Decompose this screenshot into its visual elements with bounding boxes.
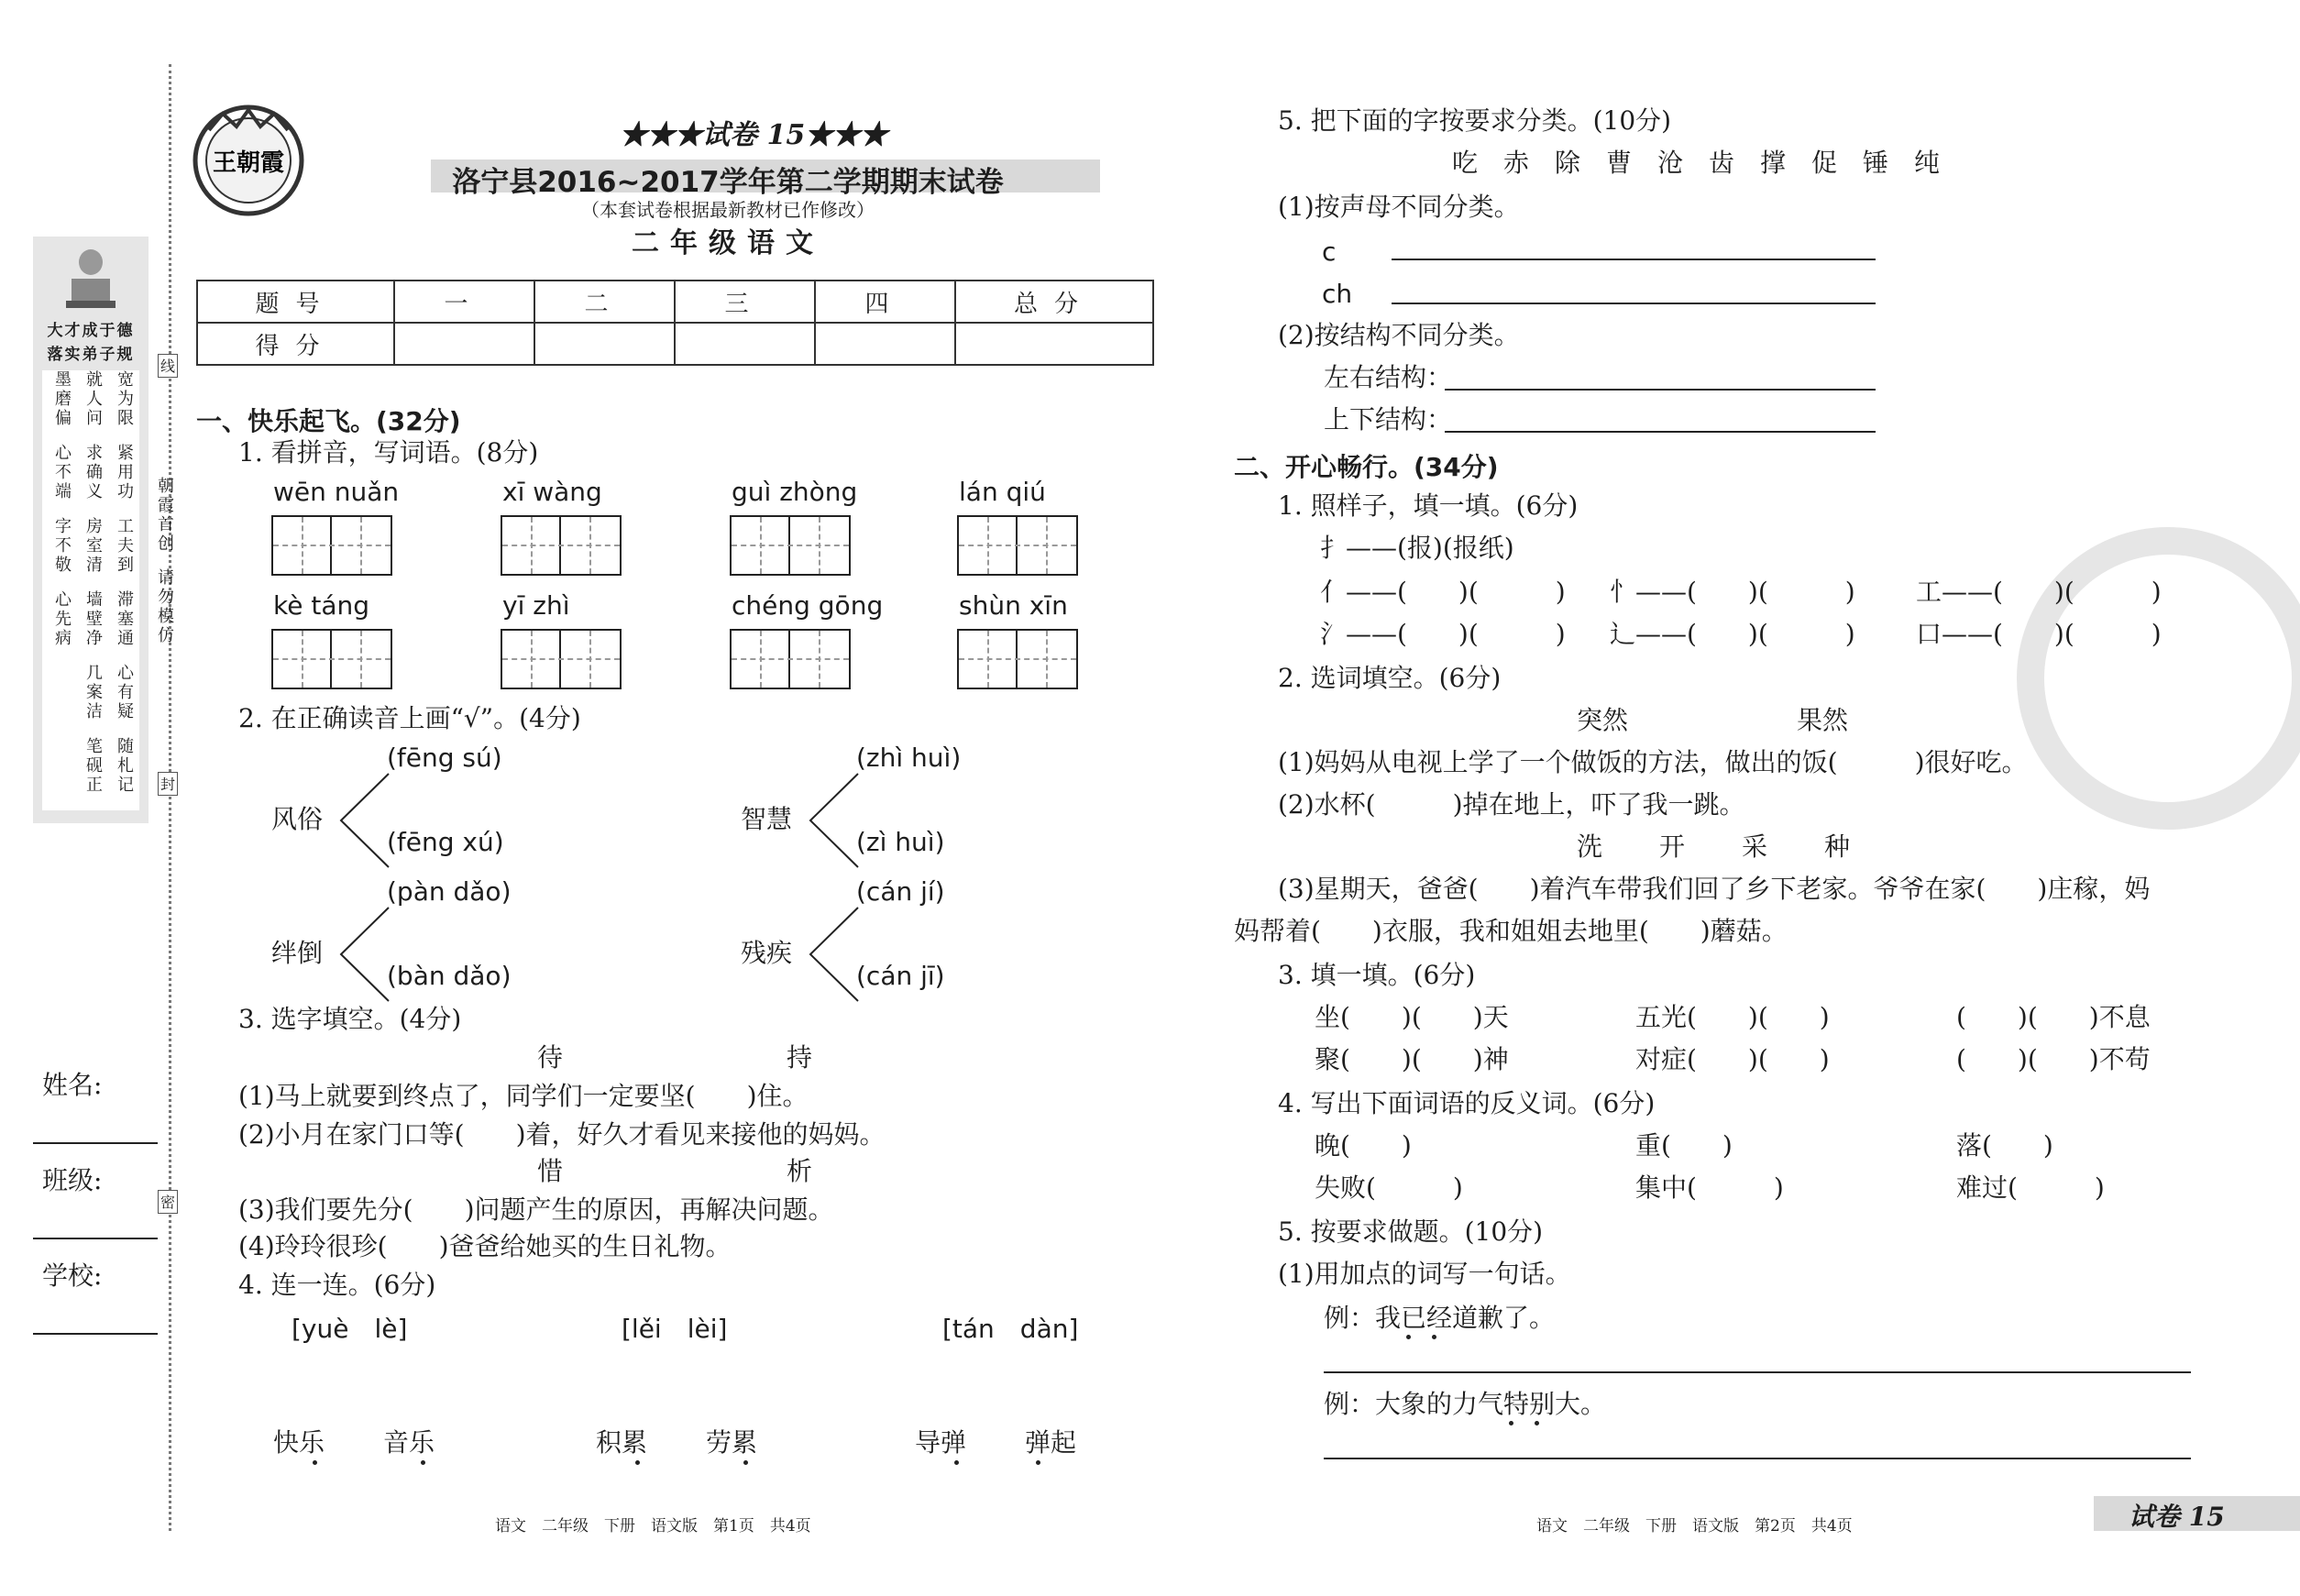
rule-text: 随札记 [115,737,134,795]
char-option: 惜 [537,1156,564,1186]
score-header-cell: 题号 [197,281,394,323]
emphasis-dot [1535,1421,1539,1425]
emphasis-dot [954,1460,959,1465]
score-header-cell: 总分 [955,281,1153,323]
match-pinyin: [yuè lè] [292,1314,408,1344]
footer-badge: 试卷 15 [2129,1502,2225,1532]
name-label: 姓名: [42,1070,103,1100]
bracket-icon [337,770,392,871]
q5-title: 5. 把下面的字按要求分类。(10分) [1278,105,1672,136]
answer-line[interactable] [1324,1458,2191,1459]
q3-line-2: (2)小月在家门口等( )着，好久才看见来接他的妈妈。 [238,1119,886,1150]
class-label: 班级: [42,1165,103,1195]
rule-text: 笔砚正 [83,737,103,795]
binding-line [169,64,171,1531]
word-option: 果然 [1797,705,1849,735]
reading-option[interactable]: (zhì huì) [856,743,962,773]
score-header-cell: 三 [675,281,815,323]
seal-2: 封 [158,772,178,796]
scholar-icon [64,246,117,312]
name-field[interactable] [33,1142,158,1144]
score-cell[interactable] [815,323,955,365]
pinyin-label: guì zhòng [732,477,858,507]
example-sentence-2: 例：大象的力气特别大。 [1324,1389,1607,1419]
writing-grid[interactable] [957,515,1078,576]
char-option: 待 [537,1042,564,1073]
match-word: 快乐 [273,1427,325,1458]
emphasis-dot [1036,1460,1040,1465]
watermark-seal [2017,527,2300,830]
s2-q2-line-2: (2)水杯( )掉在地上，吓了我一跳。 [1278,789,1745,820]
rule-text: 求确义 [83,444,103,501]
score-header-cell: 一 [394,281,534,323]
answer-line-ch[interactable] [1392,303,1876,304]
rule-text: 几案洁 [83,664,103,721]
top-bottom-label: 上下结构： [1324,404,1453,435]
score-header-cell: 二 [534,281,675,323]
bracket-icon [807,770,862,871]
reading-option[interactable]: (cán jī) [856,961,945,991]
score-cell[interactable] [675,323,815,365]
match-word: 积累 [596,1427,648,1458]
reading-option[interactable]: (bàn dǎo) [387,961,512,991]
antonym-blank: 落( ) [1956,1130,2053,1161]
q2-title: 2. 在正确读音上画“√”。(4分) [238,703,581,733]
q3-line-3: (3)我们要先分( )问题产生的原因，再解决问题。 [238,1194,834,1225]
answer-line-tb[interactable] [1445,431,1876,433]
radical-item: 辶——( )( ) [1610,619,1855,649]
reading-option[interactable]: (cán jí) [856,876,945,907]
section-1-heading: 一、快乐起飞。(32分) [196,406,461,436]
reading-word: 绊倒 [271,938,324,968]
writing-grid[interactable] [730,515,851,576]
antonym-blank: 晚( ) [1315,1130,1412,1161]
rule-text: 工夫到 [115,517,134,575]
reading-word: 智慧 [741,804,793,834]
q1-title: 1. 看拼音，写词语。(8分) [238,437,539,468]
q5-part-1: (1)按声母不同分类。 [1278,192,1520,222]
s2-q2-title: 2. 选词填空。(6分) [1278,663,1502,693]
rule-text: 紧用功 [115,444,134,501]
s2-q5-part-1: (1)用加点的词写一句话。 [1278,1259,1571,1289]
rule-text: 墨磨偏 [52,370,72,428]
verb-option: 洗 [1577,831,1603,862]
antonym-blank: 难过( ) [1956,1172,2105,1203]
writing-grid[interactable] [957,629,1078,689]
motto-2: 落实弟子规 [47,346,135,364]
char-option: 持 [787,1042,813,1073]
section-2-heading: 二、开心畅行。(34分) [1234,452,1499,482]
seal-3: 密 [158,1190,178,1214]
rule-text: 心先病 [52,590,72,648]
q3-title: 3. 选字填空。(4分) [238,1004,462,1034]
verb-option: 种 [1824,831,1851,862]
emphasis-dot [1509,1421,1513,1425]
idiom-blank: ( )( )不苟 [1956,1044,2151,1074]
rule-text: 心不端 [52,444,72,501]
initial-c: c [1322,237,1337,267]
answer-line-lr[interactable] [1445,389,1876,391]
reading-word: 风俗 [271,804,324,834]
bracket-icon [807,904,862,1005]
rule-text: 字不敬 [52,517,72,575]
word-option: 突然 [1577,705,1629,735]
side-note-1: 朝霞首创 [155,477,174,554]
q5-chars: 吃 赤 除 曹 沧 齿 撑 促 锤 纯 [1452,148,1941,178]
score-cell[interactable] [394,323,534,365]
motto-1: 大才成于德 [47,322,135,340]
school-label: 学校: [42,1260,103,1291]
char-option: 析 [787,1156,813,1186]
score-header-row [197,281,1153,323]
s2-q4-title: 4. 写出下面词语的反义词。(6分) [1278,1088,1656,1118]
verb-option: 开 [1659,831,1686,862]
antonym-blank: 重( ) [1635,1130,1733,1161]
idiom-blank: 五光( )( ) [1635,1002,1830,1032]
footer-right: 语文 二年级 下册 语文版 第2页 共4页 [1536,1517,1853,1535]
pinyin-label: lán qiú [959,477,1046,507]
score-label: 得分 [197,323,394,365]
score-table [196,280,1154,366]
answer-line-c[interactable] [1392,259,1876,260]
score-header-cell: 四 [815,281,955,323]
reading-word: 残疾 [741,938,793,968]
rule-text: 墙壁净 [83,590,103,648]
reading-option[interactable]: (fēng sú) [387,743,502,773]
idiom-blank: 对症( )( ) [1635,1044,1830,1074]
q3-line-1: (1)马上就要到终点了，同学们一定要坚( )住。 [238,1081,809,1111]
idiom-blank: 聚( )( )神 [1315,1044,1509,1074]
radical-item: 口——( )( ) [1916,619,2162,649]
idiom-blank: ( )( )不息 [1956,1002,2151,1032]
writing-grid[interactable] [271,515,392,576]
radical-item: 氵——( )( ) [1320,619,1566,649]
match-pinyin: [lěi lèi] [622,1314,728,1344]
antonym-blank: 失败( ) [1315,1172,1463,1203]
q3-line-4: (4)玲玲很珍( )爸爸给她买的生日礼物。 [238,1231,732,1261]
seal-1: 线 [158,354,178,378]
logo-text: 王朝霞 [212,149,285,177]
emphasis-dot [1432,1335,1436,1339]
school-field[interactable] [33,1333,158,1335]
s2-q5-title: 5. 按要求做题。(10分) [1278,1216,1544,1247]
score-cell[interactable] [534,323,675,365]
pinyin-label: wēn nuǎn [273,477,400,507]
pinyin-label: yī zhì [502,590,570,621]
pinyin-label: shùn xīn [959,590,1068,621]
bracket-icon [337,904,392,1005]
reading-option[interactable]: (pàn dǎo) [387,876,512,907]
rule-text: 房室清 [83,517,103,575]
reading-option[interactable]: (zì huì) [856,827,945,857]
match-word: 导弹 [915,1427,967,1458]
s2-q1-title: 1. 照样子，填一填。(6分) [1278,490,1579,521]
writing-grid[interactable] [501,515,622,576]
writing-grid[interactable] [271,629,392,689]
s2-q2-line-3b: 妈帮着( )衣服，我和姐姐去地里( )蘑菇。 [1234,916,1788,946]
radical-item: 工——( )( ) [1916,577,2162,607]
s2-q3-title: 3. 填一填。(6分) [1278,960,1476,990]
series-label: ★★★试卷 15★★★ [620,119,888,151]
q5-part-2: (2)按结构不同分类。 [1278,320,1520,350]
antonym-blank: 集中( ) [1635,1172,1784,1203]
match-word: 弹起 [1025,1427,1077,1458]
initial-ch: ch [1322,279,1353,309]
emphasis-dot [635,1460,640,1465]
s2-q1-example: 扌——(报)(报纸) [1320,533,1514,563]
rule-text: 心有疑 [115,664,134,721]
pinyin-label: xī wàng [502,477,602,507]
rule-text: 滞塞通 [115,590,134,648]
logo-icon [191,103,306,218]
rule-text: 宽为限 [115,370,134,428]
subject-title: 二年级语文 [632,227,824,259]
side-note-2: 请勿模仿 [155,568,174,645]
emphasis-dot [1406,1335,1411,1339]
match-word: 劳累 [706,1427,758,1458]
left-right-label: 左右结构： [1324,362,1453,392]
score-row [197,323,1153,365]
footer-left: 语文 二年级 下册 语文版 第1页 共4页 [495,1517,811,1535]
q4-title: 4. 连一连。(6分) [238,1270,436,1300]
radical-item: 亻——( )( ) [1320,577,1566,607]
pinyin-label: kè táng [273,590,369,621]
writing-grid[interactable] [501,629,622,689]
idiom-blank: 坐( )( )天 [1315,1002,1509,1032]
score-cell[interactable] [955,323,1153,365]
match-word: 音乐 [383,1427,435,1458]
reading-option[interactable]: (fēng xú) [387,827,504,857]
class-field[interactable] [33,1238,158,1239]
emphasis-dot [421,1460,425,1465]
pinyin-label: chéng gōng [732,590,884,621]
exam-title: 洛宁县2016~2017学年第二学期期末试卷 [452,166,1004,199]
emphasis-dot [743,1460,748,1465]
verb-option: 采 [1742,831,1768,862]
emphasis-dot [313,1460,317,1465]
writing-grid[interactable] [730,629,851,689]
exam-note: （本套试卷根据最新教材已作修改） [581,199,875,221]
match-pinyin: [tán dàn] [942,1314,1079,1344]
answer-line[interactable] [1324,1371,2191,1373]
radical-item: 忄——( )( ) [1610,577,1855,607]
s2-q2-line-3a: (3)星期天，爸爸( )着汽车带我们回了乡下老家。爷爷在家( )庄稼，妈 [1278,874,2151,904]
s2-q2-line-1: (1)妈妈从电视上学了一个做饭的方法，做出的饭( )很好吃。 [1278,747,2028,777]
rule-text: 就人问 [83,370,103,428]
example-sentence-1: 例：我已经道歉了。 [1324,1303,1556,1333]
